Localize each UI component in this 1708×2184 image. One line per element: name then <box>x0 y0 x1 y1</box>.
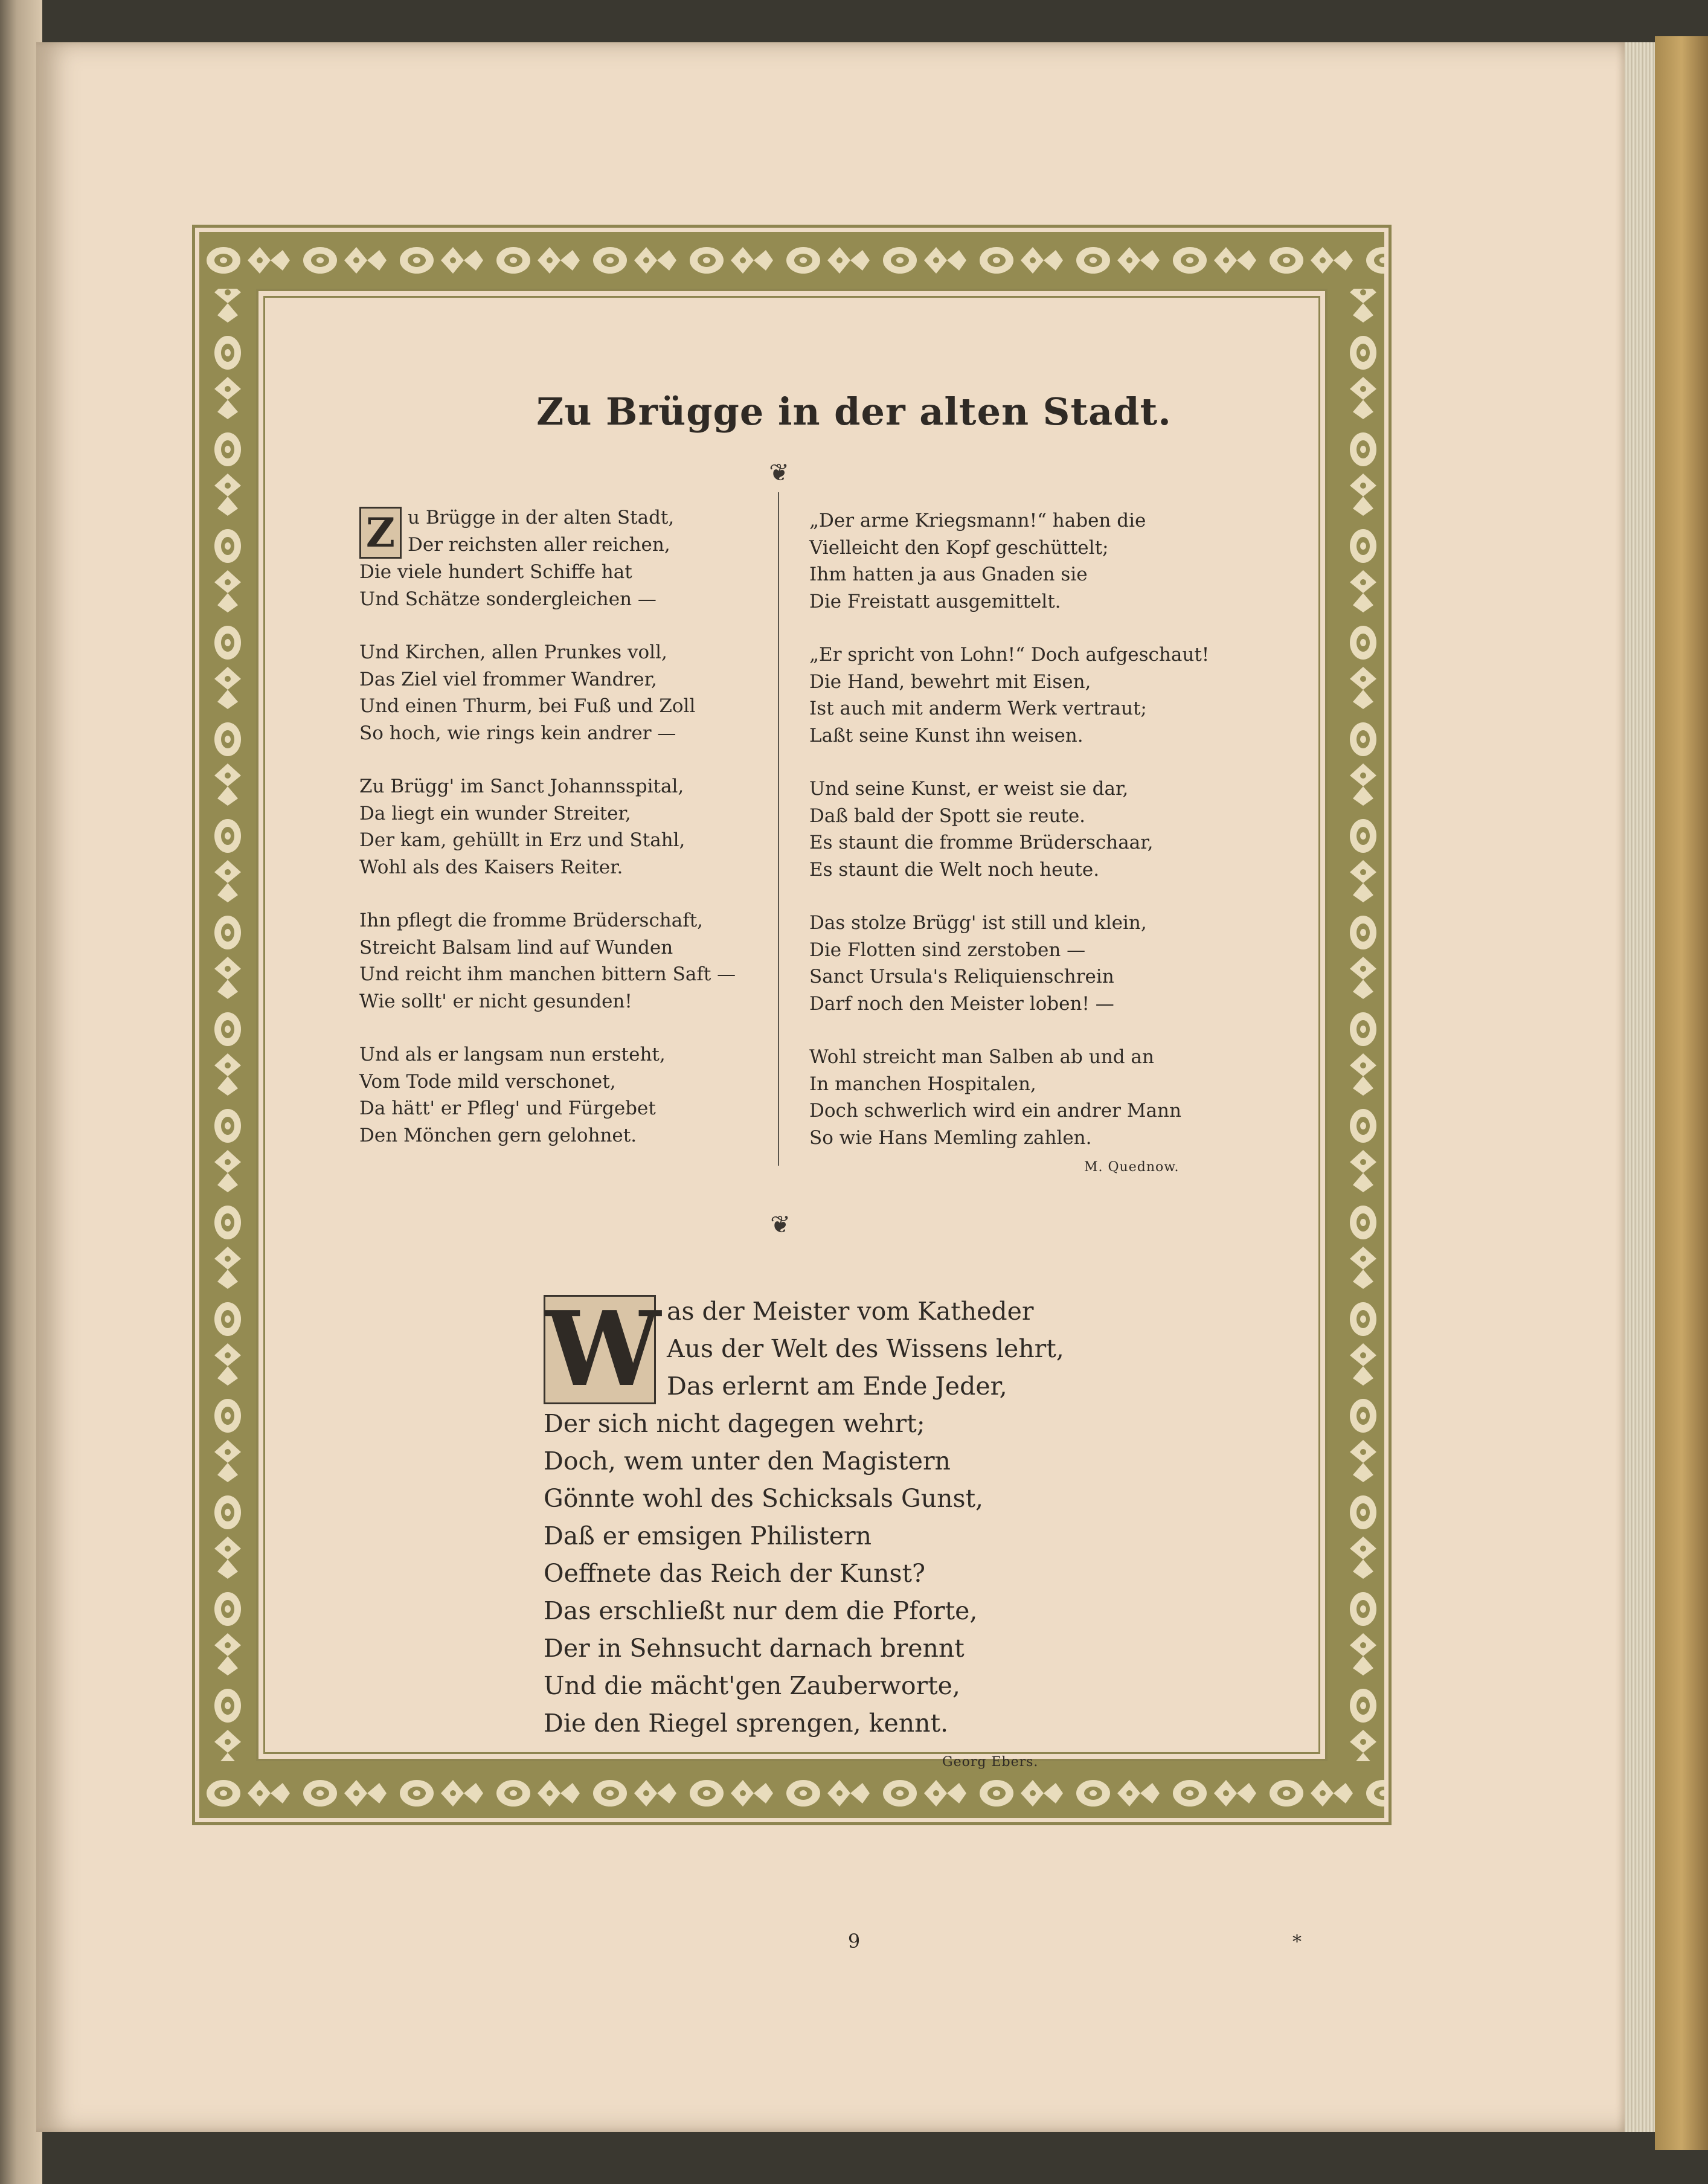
verse-line: Doch schwerlich wird ein andrer Mann <box>809 1100 1181 1122</box>
book-cover-edge <box>1655 36 1708 2150</box>
verse-line: Der sich nicht dagegen wehrt; <box>544 1409 925 1438</box>
verse-line: as der Meister vom Katheder <box>667 1297 1034 1326</box>
stanza <box>809 776 1220 883</box>
verse-line: Und die mächt'gen Zauberworte, <box>544 1671 960 1700</box>
verse-line: Laßt seine Kunst ihn weisen. <box>809 724 1084 747</box>
page-stack-edge <box>1625 42 1655 2132</box>
verse-line: Das erlernt am Ende Jeder, <box>667 1372 1007 1401</box>
verse-line: Das stolze Brügg' ist still und klein, <box>809 912 1147 934</box>
poem2 <box>544 1289 1064 1742</box>
stanza <box>359 773 758 881</box>
poem1-author: M. Quednow. <box>1084 1160 1180 1175</box>
footer-mark: * <box>1292 1932 1302 1953</box>
stanza <box>809 641 1220 749</box>
verse-line: Und einen Thurm, bei Fuß und Zoll <box>359 695 696 717</box>
stanza <box>809 1044 1220 1151</box>
poem1-right-column <box>809 507 1220 1178</box>
verse-line: Und Kirchen, allen Prunkes voll, <box>359 641 667 663</box>
verse-line: Es staunt die Welt noch heute. <box>809 858 1100 881</box>
verse-line: Oeffnete das Reich der Kunst? <box>544 1559 926 1588</box>
verse-line: Es staunt die fromme Brüderschaar, <box>809 832 1154 853</box>
verse-line: „Der arme Kriegsmann!“ haben die <box>809 510 1146 532</box>
verse-line: Ihm hatten ja aus Gnaden sie <box>809 564 1088 585</box>
verse-line: Der kam, gehüllt in Erz und Stahl, <box>359 829 685 851</box>
verse-line: Die Flotten sind zerstoben — <box>809 939 1086 961</box>
verse-line: Und reicht ihm manchen bittern Saft — <box>359 963 736 985</box>
verse-line: Die viele hundert Schiffe hat <box>359 561 632 583</box>
verse-line: Ist auch mit anderm Werk vertraut; <box>809 698 1147 719</box>
verse-line: Der reichsten aller reichen, <box>408 533 670 556</box>
verse-line: Vom Tode mild verschonet, <box>359 1070 616 1093</box>
poem2-author: Georg Ebers. <box>942 1755 1039 1770</box>
column-divider <box>778 492 779 1166</box>
fleuron-icon: ❦ <box>770 1211 791 1239</box>
stanza <box>809 507 1220 615</box>
verse-line: Doch, wem unter den Magistern <box>544 1447 951 1476</box>
page-number: 9 <box>847 1930 861 1953</box>
drop-cap: W <box>544 1295 656 1404</box>
verse-line: Wohl streicht man Salben ab und an <box>809 1046 1154 1068</box>
verse-line: Das erschließt nur dem die Pforte, <box>544 1596 978 1625</box>
verse-line: Aus der Welt des Wissens lehrt, <box>667 1334 1064 1363</box>
stanza <box>359 639 758 747</box>
verse-line: Und Schätze sondergleichen — <box>359 588 657 610</box>
poem1-left-column <box>359 504 758 1175</box>
verse-line: Gönnte wohl des Schicksals Gunst, <box>544 1484 984 1513</box>
verse-line: Vielleicht den Kopf geschüttelt; <box>809 536 1109 559</box>
verse-line: Die Hand, bewehrt mit Eisen, <box>809 670 1091 693</box>
verse-line: Zu Brügg' im Sanct Johannsspital, <box>359 776 684 797</box>
verse-line: Wie sollt' er nicht gesunden! <box>359 990 632 1012</box>
verse-line: So wie Hans Memling zahlen. <box>809 1126 1092 1149</box>
verse-line: Daß er emsigen Philistern <box>544 1521 872 1550</box>
verse-line: Den Mönchen gern gelohnet. <box>359 1124 637 1146</box>
verse-line: Die den Riegel sprengen, kennt. <box>544 1709 949 1738</box>
verse-line: Darf noch den Meister loben! — <box>809 992 1114 1015</box>
verse-line: Daß bald der Spott sie reute. <box>809 805 1086 827</box>
verse-line: Die Freistatt ausgemittelt. <box>809 590 1061 612</box>
verse-line: Und seine Kunst, er weist sie dar, <box>809 778 1129 800</box>
verse-line: Der in Sehnsucht darnach brennt <box>544 1634 965 1663</box>
verse-line: Wohl als des Kaisers Reiter. <box>359 856 623 878</box>
verse-line: Ihn pflegt die fromme Brüderschaft, <box>359 910 704 931</box>
page-title: Zu Brügge in der alten Stadt. <box>536 390 1172 434</box>
verse-line: Das Ziel viel frommer Wandrer, <box>359 668 657 690</box>
drop-cap: Z <box>359 507 402 559</box>
stanza <box>359 907 758 1015</box>
verse-line: Da liegt ein wunder Streiter, <box>359 802 631 824</box>
verse-line: Da hätt' er Pfleg' und Fürgebet <box>359 1097 656 1119</box>
stanza <box>359 504 758 612</box>
fleuron-icon: ❦ <box>769 459 789 487</box>
verse-line: Sanct Ursula's Reliquienschrein <box>809 966 1114 988</box>
verse-line: u Brügge in der alten Stadt, <box>408 507 675 528</box>
stanza <box>809 910 1220 1017</box>
verse-line: „Er spricht von Lohn!“ Doch aufgeschaut! <box>809 644 1210 666</box>
verse-line: Und als er langsam nun ersteht, <box>359 1044 666 1065</box>
verse-line: Streicht Balsam lind auf Wunden <box>359 936 673 959</box>
verse-line: So hoch, wie rings kein andrer — <box>359 722 676 744</box>
stanza <box>359 1041 758 1149</box>
verse-line: In manchen Hospitalen, <box>809 1073 1036 1095</box>
